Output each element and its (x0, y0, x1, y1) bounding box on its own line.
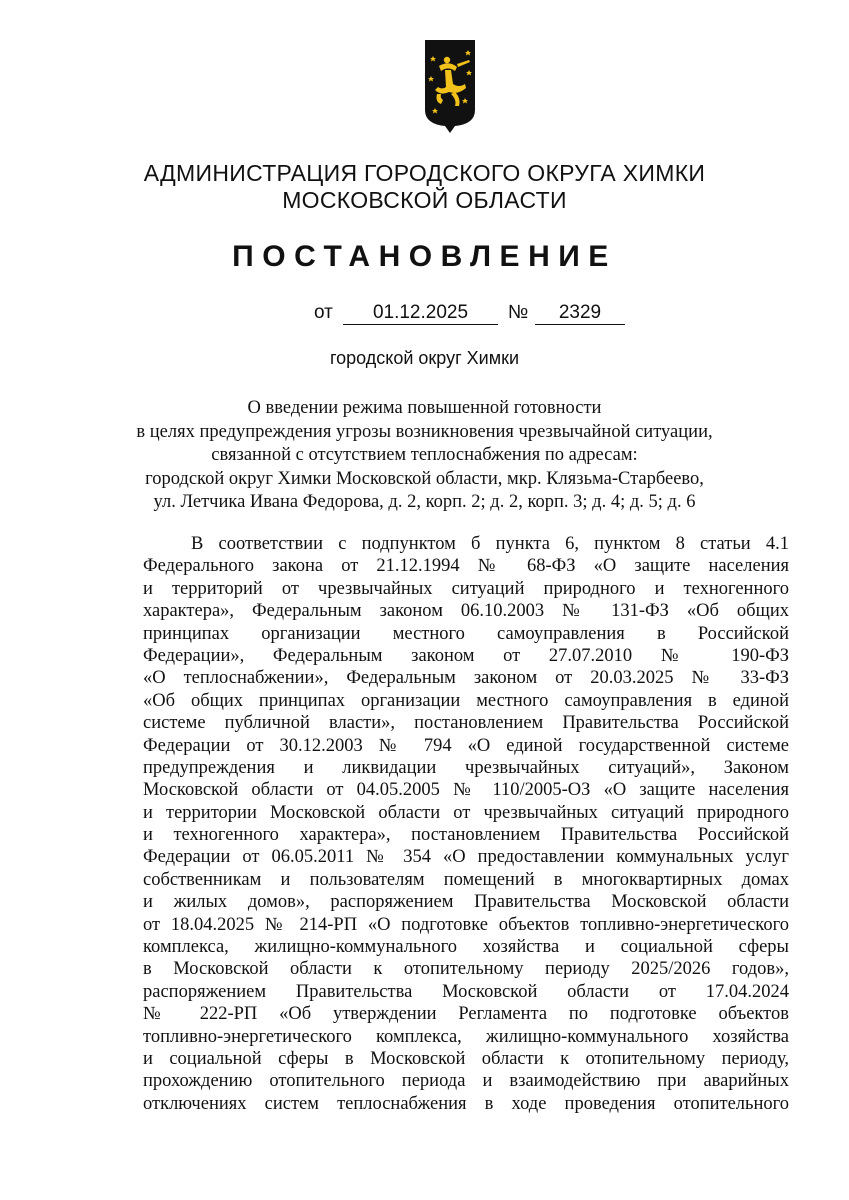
coat-of-arms-icon (425, 40, 475, 133)
org-name-line-1: АДМИНИСТРАЦИЯ ГОРОДСКОГО ОКРУГА ХИМКИ (143, 160, 706, 186)
body-line: Федерации от 30.12.2003 № 794 «О единой государственной системе (143, 735, 789, 756)
body-line: Федерации от 06.05.2011 № 354 «О предоставлении коммунальных услуг (143, 847, 789, 868)
document-body (143, 533, 789, 1115)
body-line: и социальной сферы в Московской области к отопительному периоду, (143, 1048, 789, 1069)
body-line: принципах организации местного самоуправления в Российской (143, 623, 789, 644)
body-line: предупреждения и ликвидации чрезвычайных ситуаций», Законом (143, 757, 789, 778)
org-name-line-2: МОСКОВСКОЙ ОБЛАСТИ (282, 187, 567, 213)
body-line: от 18.04.2025 № 214-РП «О подготовке объектов топливно-энергетического (143, 914, 789, 935)
body-line: распоряжением Правительства Московской области от 17.04.2024 (143, 981, 789, 1002)
document-subject (100, 397, 749, 515)
body-line: комплекса, жилищно-коммунального хозяйства и социальной сферы (143, 937, 789, 958)
subject-line: связанной с отсутствием теплоснабжения по адресам: (211, 445, 638, 466)
date-number-line (0, 302, 849, 328)
city-name: городской округ Химки (329, 348, 520, 368)
body-line: Федерации», Федеральным законом от 27.07.2010 № 190-ФЗ (143, 645, 789, 666)
body-line: № 222-РП «Об утверждении Регламента по подготовке объектов (143, 1004, 789, 1025)
date-label: от (314, 302, 333, 323)
body-line: и жилых домов», распоряжением Правительства Московской области (143, 892, 789, 913)
body-line: и техногенного характера», постановлением Правительства Российской (143, 825, 789, 846)
body-line: прохождению отопительного периода и взаимодействию при аварийных (143, 1071, 789, 1092)
subject-line: в целях предупреждения угрозы возникновения чрезвычайной ситуации, (136, 421, 713, 442)
body-line: в Московской области к отопительному периоду 2025/2026 годов», (143, 959, 789, 980)
body-line: и территорий от чрезвычайных ситуаций природного и техногенного (143, 578, 789, 599)
body-line: Московской области от 04.05.2005 № 110/2005-ОЗ «О защите населения (143, 780, 789, 801)
body-line: и территории Московской области от чрезвычайных ситуаций природного (143, 802, 789, 823)
subject-line: городской округ Химки Московской области, мкр. Клязьма-Старбеево, (145, 468, 704, 489)
subject-line: ул. Летчика Ивана Федорова, д. 2, корп. 2; д. 2, корп. 3; д. 4; д. 5; д. 6 (153, 492, 696, 513)
body-line: В соответствии с подпунктом б пункта 6, пунктом 8 статьи 4.1 (191, 534, 789, 554)
subject-line: О введении режима повышенной готовности (247, 398, 602, 418)
body-line: «Об общих принципах организации местного самоуправления в единой (143, 690, 789, 711)
number-value: 2329 (535, 302, 625, 325)
body-line: характера», Федеральным законом 06.10.2003 № 131-ФЗ «Об общих (143, 601, 789, 622)
body-line: «О теплоснабжении», Федеральным законом от 20.03.2025 № 33-ФЗ (143, 668, 789, 689)
date-value: 01.12.2025 (343, 302, 498, 325)
body-line: собственникам и пользователям помещений в многоквартирных домах (143, 869, 789, 890)
number-label: № (508, 302, 529, 323)
body-line: Федерального закона от 21.12.1994 № 68-ФЗ «О защите населения (143, 556, 789, 577)
body-line: системе публичной власти», постановлением Правительства Российской (143, 713, 789, 734)
body-line: топливно-энергетического комплекса, жилищно-коммунального хозяйства (143, 1026, 789, 1047)
document-type-title: ПОСТАНОВЛЕНИЕ (232, 240, 617, 273)
body-line: отключениях систем теплоснабжения в ходе проведения отопительного (143, 1093, 789, 1114)
